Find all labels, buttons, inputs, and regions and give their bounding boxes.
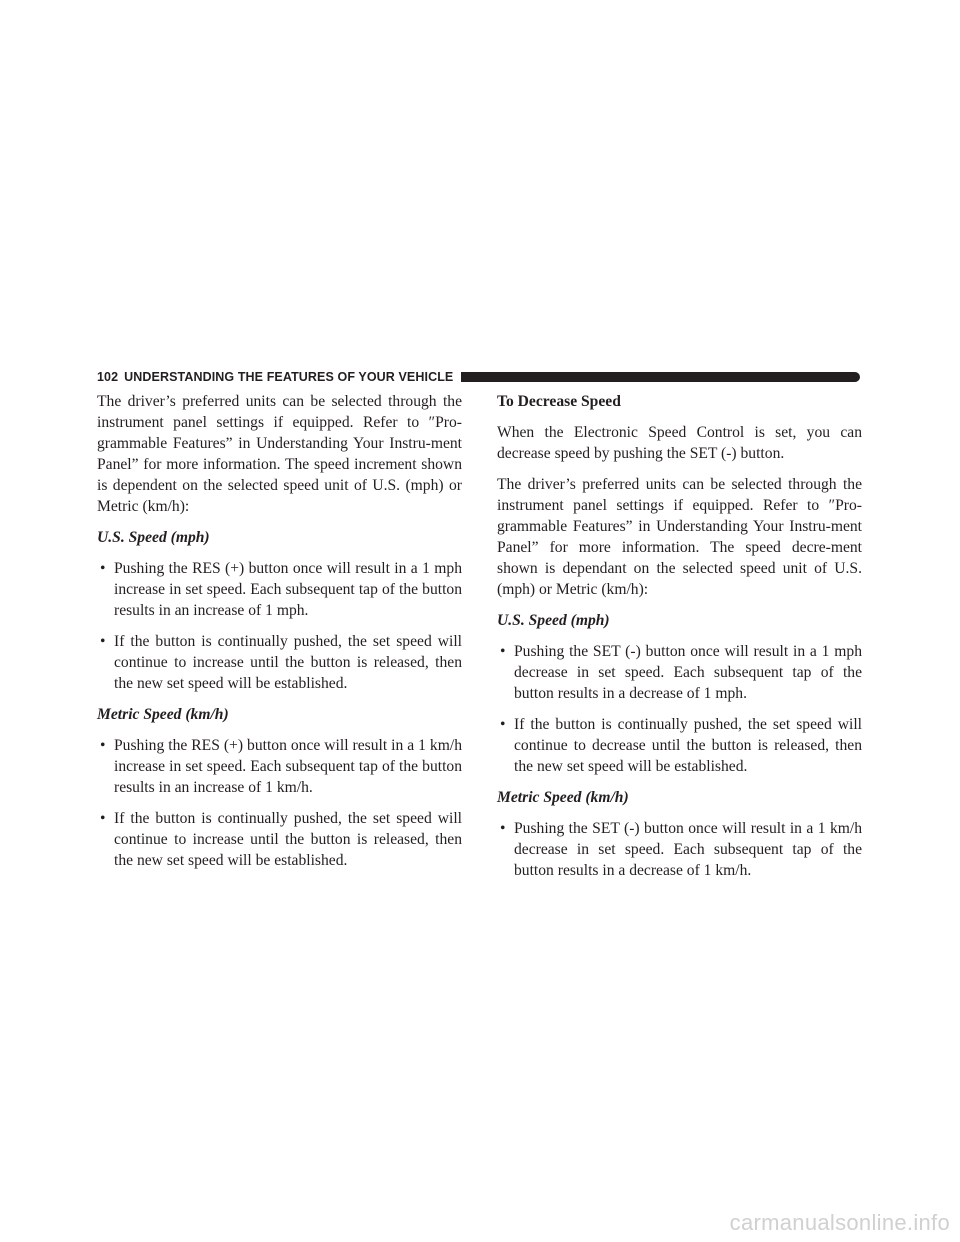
intro-paragraph: The driver’s preferred units can be selected through the instrument panel settings if equipped. Refer to ″Pro-grammable Features” in Understanding Your Instru-ment Panel” for more information. The speed increment shown is dependent on the selected speed unit of U.S. (mph) or Metric (km/h): <box>97 393 462 515</box>
us-speed-heading: U.S. Speed (mph) <box>97 529 210 546</box>
watermark: carmanualsonline.info <box>729 1210 950 1235</box>
metric-speed-list <box>97 735 462 871</box>
decrease-speed-heading: To Decrease Speed <box>497 393 621 410</box>
list-item: • If the button is continually pushed, the set speed will continue to increase until the button is released, then the new set speed will be established. <box>97 808 462 871</box>
list-item: • Pushing the SET (-) button once will result in a 1 mph decrease in set speed. Each subsequent tap of the button results in a decrease of 1 mph. <box>497 641 862 704</box>
list-item: • If the button is continually pushed, the set speed will continue to increase until the button is released, then the new set speed will be established. <box>97 631 462 694</box>
section-title: UNDERSTANDING THE FEATURES OF YOUR VEHICLE <box>124 370 454 384</box>
page-number: 102 <box>97 370 119 384</box>
us-speed-heading: U.S. Speed (mph) <box>497 612 610 629</box>
us-speed-list <box>497 641 862 777</box>
units-paragraph: The driver’s preferred units can be selected through the instrument panel settings if equipped. Refer to ″Pro-grammable Features” in Understanding Your Instru-ment Panel” for more information. The speed decre-ment shown is dependant on the selected speed unit of U.S. (mph) or Metric (km/h): <box>497 476 862 598</box>
list-item: • If the button is continually pushed, the set speed will continue to decrease until the button is released, then the new set speed will be established. <box>497 714 862 777</box>
us-speed-list <box>97 558 462 694</box>
left-column <box>97 391 462 881</box>
decrease-intro-paragraph: When the Electronic Speed Control is set, you can decrease speed by pushing the SET (-) button. <box>497 424 862 462</box>
metric-speed-heading: Metric Speed (km/h) <box>97 706 229 723</box>
page-header <box>97 368 860 386</box>
list-item: • Pushing the RES (+) button once will result in a 1 mph increase in set speed. Each subsequent tap of the button results in an increase of 1 mph. <box>97 558 462 621</box>
header-rule <box>461 372 860 382</box>
metric-speed-list <box>497 818 862 881</box>
right-column <box>497 391 862 891</box>
list-item: • Pushing the SET (-) button once will result in a 1 km/h decrease in set speed. Each subsequent tap of the button results in a decrease of 1 km/h. <box>497 818 862 881</box>
metric-speed-heading: Metric Speed (km/h) <box>497 789 629 806</box>
list-item: • Pushing the RES (+) button once will result in a 1 km/h increase in set speed. Each subsequent tap of the button results in an increase of 1 km/h. <box>97 735 462 798</box>
